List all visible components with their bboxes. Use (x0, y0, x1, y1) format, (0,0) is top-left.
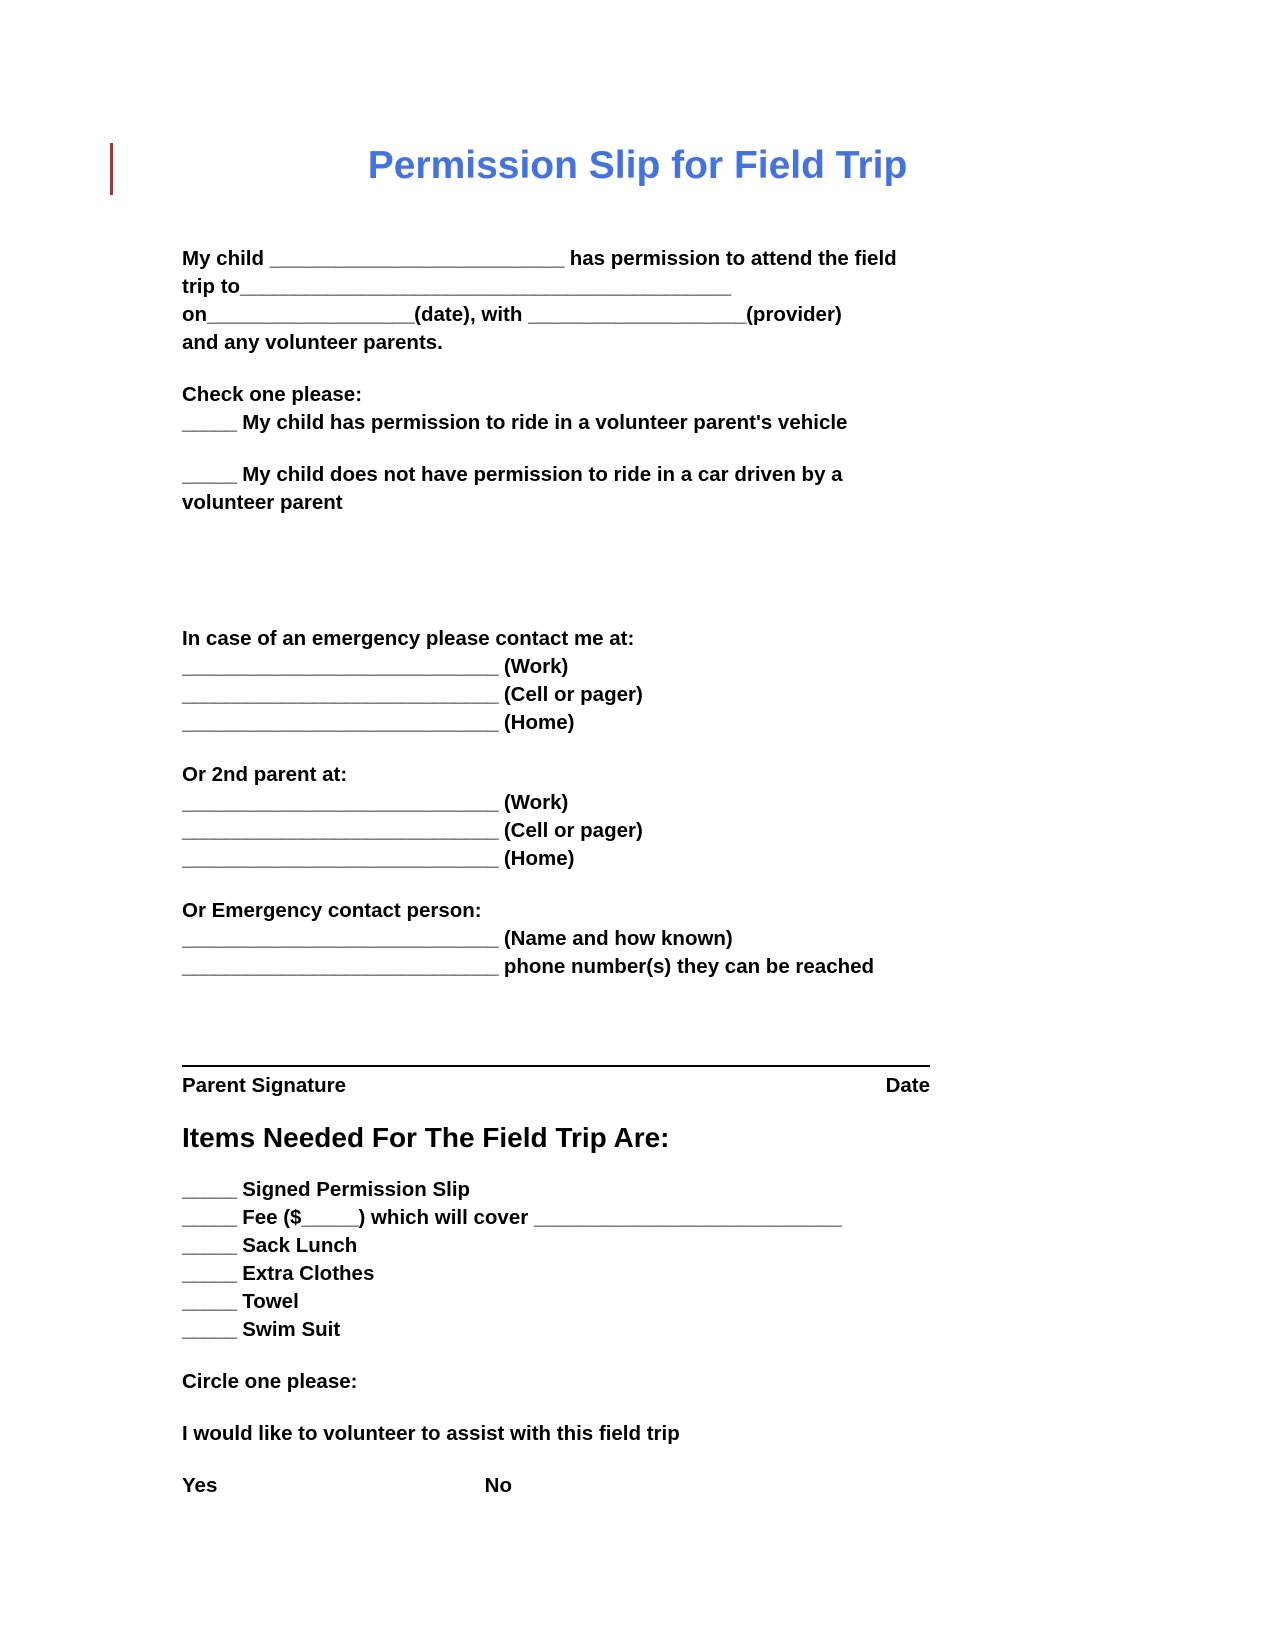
item-3-blank[interactable]: _____ (182, 1234, 237, 1257)
list-item[interactable] (182, 1316, 1052, 1344)
list-item[interactable] (182, 1176, 1052, 1204)
spacer (182, 1152, 1052, 1176)
trip-destination-blank: _____________________________________________ (240, 275, 731, 298)
check-option-1-label: My child has permission to ride in a volunteer parent's vehicle (236, 411, 848, 434)
check-option-2-blank[interactable]: _____ (182, 463, 237, 486)
emergency-home-blank: _____________________________ (182, 711, 499, 734)
check-option-2-label: My child does not have permission to ride in a car driven by a (236, 463, 843, 486)
check-option-2[interactable] (182, 461, 1052, 489)
item-6-label: Swim Suit (236, 1318, 341, 1341)
item-2-blank[interactable]: _____ (182, 1206, 237, 1229)
check-one-section (182, 381, 1052, 517)
yes-option[interactable]: Yes (182, 1474, 218, 1497)
item-4-label: Extra Clothes (236, 1262, 375, 1285)
emergency-heading: In case of an emergency please contact me at: (182, 627, 635, 650)
item-1-label: Signed Permission Slip (236, 1178, 471, 1201)
spacer (182, 437, 1052, 461)
second-parent-work-blank: _____________________________ (182, 791, 499, 814)
emergency-home-row (182, 709, 1052, 737)
parent-signature-label: Parent Signature (182, 1074, 347, 1097)
no-option[interactable]: No (484, 1474, 512, 1497)
spacer (182, 737, 1052, 761)
yes-no-choices (182, 1472, 512, 1500)
second-parent-heading: Or 2nd parent at: (182, 763, 348, 786)
emergency-contact-person-heading: Or Emergency contact person: (182, 899, 482, 922)
second-parent-home-blank: _____________________________ (182, 847, 499, 870)
second-parent-home-label: (Home) (498, 847, 575, 870)
second-parent-cell-blank: _____________________________ (182, 819, 499, 842)
items-needed-heading: Items Needed For The Field Trip Are: (182, 1122, 670, 1153)
check-option-1-blank[interactable]: _____ (182, 411, 237, 434)
volunteer-statement: I would like to volunteer to assist with this field trip (182, 1422, 680, 1445)
trip-date-blank: ___________________ (207, 303, 415, 326)
emergency-work-blank: _____________________________ (182, 655, 499, 678)
list-item[interactable] (182, 1204, 1052, 1232)
spacer (182, 981, 1052, 1041)
child-name-blank: ___________________________ (269, 247, 565, 270)
intro-line1-a: My child (182, 247, 270, 270)
second-parent-work-label: (Work) (498, 791, 569, 814)
emergency-home-label: (Home) (498, 711, 575, 734)
intro-line3-b: (date), with (414, 303, 529, 326)
spacer (182, 1100, 1052, 1124)
spacer (182, 1041, 1052, 1065)
intro-line-4: and any volunteer parents. (182, 331, 443, 354)
emergency-work-row (182, 653, 1052, 681)
second-parent-cell-label: (Cell or pager) (498, 819, 643, 842)
emergency-cell-blank: _____________________________ (182, 683, 499, 706)
provider-blank: ____________________ (528, 303, 747, 326)
signature-section (182, 1065, 1052, 1100)
item-5-blank[interactable]: _____ (182, 1290, 237, 1313)
emergency-contact-person-section (182, 897, 1052, 981)
document-body (182, 245, 1052, 1500)
emergency-contact-phone-blank: _____________________________ (182, 955, 499, 978)
spacer (182, 1396, 1052, 1420)
emergency-contact-phone-row (182, 953, 1052, 981)
second-parent-section (182, 761, 1052, 873)
intro-line3-c: (provider) (746, 303, 842, 326)
second-parent-home-row (182, 845, 1052, 873)
item-5-label: Towel (236, 1290, 299, 1313)
second-parent-cell-row (182, 817, 1052, 845)
intro-line2-a: trip to (182, 275, 241, 298)
item-2-label: Fee ($_____) which will cover ___________________________ (236, 1206, 842, 1229)
emergency-cell-label: (Cell or pager) (498, 683, 643, 706)
item-1-blank[interactable]: _____ (182, 1178, 237, 1201)
check-option-1[interactable] (182, 409, 1052, 437)
list-item[interactable] (182, 1260, 1052, 1288)
signature-line[interactable] (182, 1065, 930, 1067)
date-label: Date (885, 1074, 930, 1097)
spacer (182, 517, 1052, 601)
signature-labels (182, 1072, 930, 1100)
spacer (182, 357, 1052, 381)
intro-line1-b: has permission to attend the field (564, 247, 897, 270)
emergency-cell-row (182, 681, 1052, 709)
spacer (182, 1344, 1052, 1368)
emergency-contact-name-blank: _____________________________ (182, 927, 499, 950)
page-title: Permission Slip for Field Trip (367, 144, 908, 187)
item-4-blank[interactable]: _____ (182, 1262, 237, 1285)
check-one-prompt: Check one please: (182, 383, 363, 406)
spacer (182, 873, 1052, 897)
list-item[interactable] (182, 1232, 1052, 1260)
spacer (182, 1448, 1052, 1472)
item-3-label: Sack Lunch (236, 1234, 358, 1257)
intro-line-3 (182, 301, 1052, 329)
circle-one-prompt: Circle one please: (182, 1370, 358, 1393)
emergency-contact-name-label: (Name and how known) (498, 927, 733, 950)
second-parent-work-row (182, 789, 1052, 817)
items-needed-list (182, 1176, 1052, 1344)
emergency-work-label: (Work) (498, 655, 569, 678)
emergency-contact-me-section (182, 625, 1052, 737)
intro-line3-a: on (182, 303, 208, 326)
item-6-blank[interactable]: _____ (182, 1318, 237, 1341)
intro-line-1 (182, 245, 1052, 273)
list-item[interactable] (182, 1288, 1052, 1316)
intro-line-2 (182, 273, 1052, 301)
spacer (182, 601, 1052, 625)
intro-paragraph (182, 245, 1052, 357)
check-option-2-continued: volunteer parent (182, 491, 343, 514)
emergency-contact-name-row (182, 925, 1052, 953)
emergency-contact-phone-label: phone number(s) they can be reached (498, 955, 875, 978)
